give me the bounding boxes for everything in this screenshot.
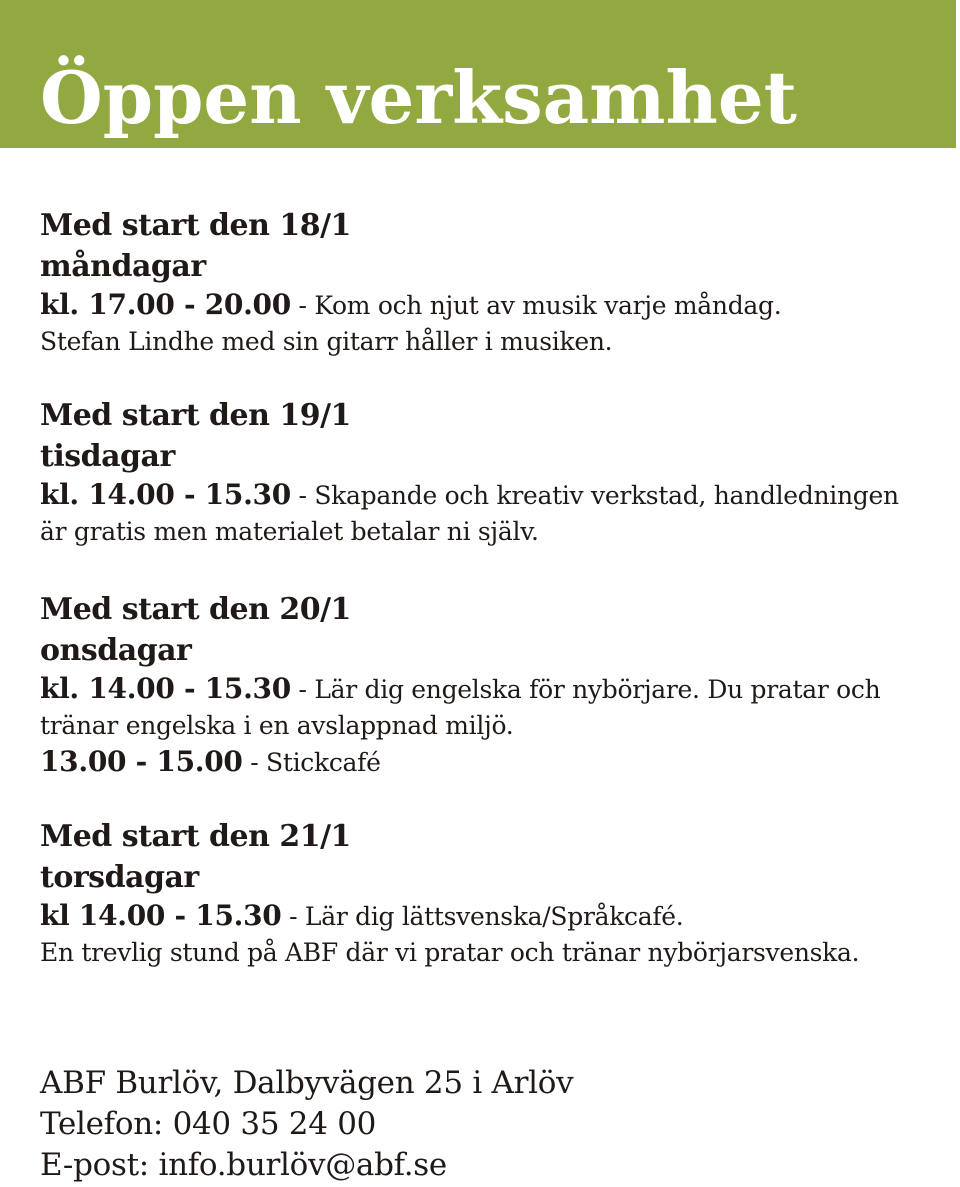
section-weekday: tisdagar: [40, 439, 175, 474]
time-range: kl. 17.00 - 20.00: [40, 288, 291, 321]
schedule-line: [40, 324, 940, 360]
time-range: kl. 14.00 - 15.30: [40, 672, 291, 705]
contact-phone: Telefon: 040 35 24 00: [40, 1106, 377, 1142]
schedule: [40, 205, 940, 971]
section-weekday: onsdagar: [40, 633, 192, 668]
schedule-line: [40, 514, 940, 550]
contact-footer: [40, 1063, 573, 1186]
time-range: kl. 14.00 - 15.30: [40, 478, 291, 511]
page-title: Öppen verksamhet: [40, 55, 797, 140]
schedule-line: [40, 671, 940, 708]
section-weekday: måndagar: [40, 249, 206, 284]
activity-text: är gratis men materialet betalar ni själv.: [40, 517, 539, 546]
section-start-date: Med start den 20/1: [40, 592, 351, 627]
activity-text: - Stickcafé: [242, 748, 381, 777]
time-range: kl 14.00 - 15.30: [40, 899, 282, 932]
title-banner: [0, 0, 956, 148]
schedule-line: [40, 898, 940, 935]
activity-text: - Lär dig lättsvenska/Språkcafé.: [281, 902, 684, 931]
section-start-date: Med start den 21/1: [40, 819, 351, 854]
schedule-line: [40, 477, 940, 514]
schedule-line: [40, 935, 940, 971]
section-start-date: Med start den 18/1: [40, 208, 351, 243]
activity-text: - Kom och njut av musik varje måndag.: [290, 291, 782, 320]
time-range: 13.00 - 15.00: [40, 745, 243, 778]
contact-email: E-post: info.burlöv@abf.se: [40, 1147, 447, 1183]
schedule-line: [40, 287, 940, 324]
schedule-section-thursday: [40, 816, 940, 971]
activity-text: Stefan Lindhe med sin gitarr håller i musiken.: [40, 327, 613, 356]
activity-text: tränar engelska i en avslappnad miljö.: [40, 711, 514, 740]
activity-text: - Lär dig engelska för nybörjare. Du pratar och: [290, 675, 881, 704]
schedule-line: [40, 744, 940, 781]
activity-text: - Skapande och kreativ verkstad, handledningen: [290, 481, 899, 510]
schedule-section-tuesday: [40, 395, 940, 550]
contact-address: ABF Burlöv, Dalbyvägen 25 i Arlöv: [40, 1065, 574, 1101]
activity-text: En trevlig stund på ABF där vi pratar och tränar nybörjarsvenska.: [40, 938, 860, 967]
schedule-section-wednesday: [40, 589, 940, 781]
section-start-date: Med start den 19/1: [40, 398, 351, 433]
schedule-section-monday: [40, 205, 940, 360]
section-weekday: torsdagar: [40, 860, 199, 895]
schedule-line: [40, 708, 940, 744]
